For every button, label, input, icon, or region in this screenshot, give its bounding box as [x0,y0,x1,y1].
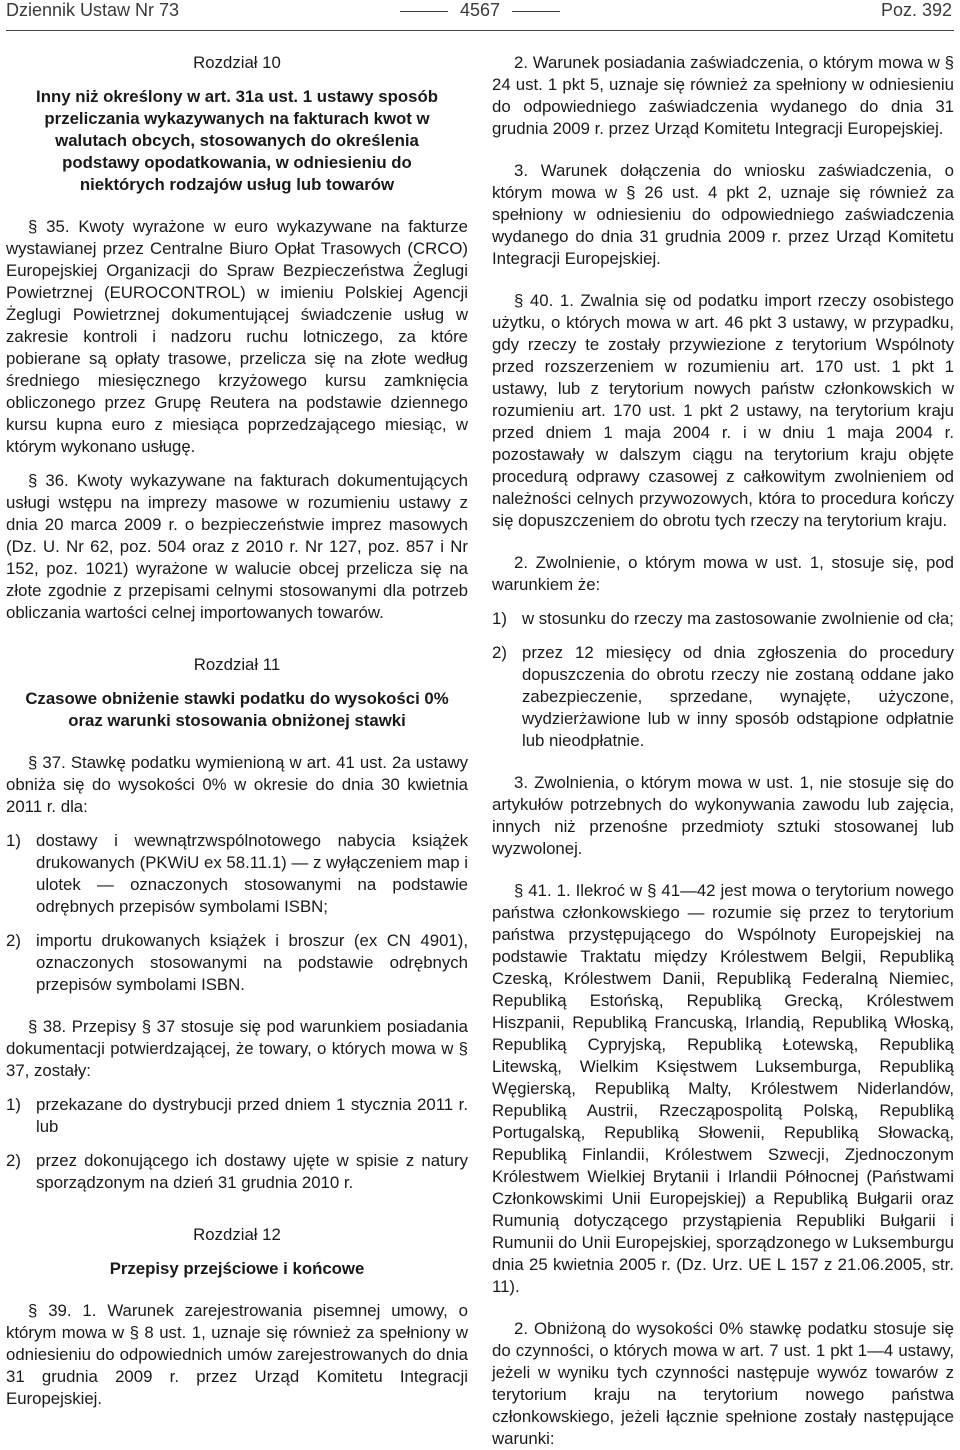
item-number: 1) [6,1095,21,1114]
section-40-2: 2. Zwolnienie, o którym mowa w ust. 1, stosuje się, pod warunkiem że: [492,553,954,594]
item-text: importu drukowanych książek i broszur (ex CN 4901), oznaczonych stosowanymi na podstawie odrębnych przepisów symbolami ISBN. [36,931,468,994]
section-35: § 35. Kwoty wyrażone w euro wykazywane na fakturze wystawianej przez Centralne Biuro Opłat Trasowych (CRCO) Europejskiej Organizacji do Spraw Bezpieczeństwa Żeglugi Powietrznej (EUROCONTROL) w imieniu Polskiej Agencji Żeglugi Powietrznej dokumentującej świadczenie usług w zakresie kontroli i nadzoru ruchu lotniczego, za które pobierane są opłaty trasowe, przelicza się na złote według średniego miesięcznego krzyżowego kursu zamknięcia obliczonego przez Grupę Reutera na podstawie dziennego kursu kupna euro z miesiąca poprzedzającego miesiąc, w którym wykonano usługę. [6,217,468,456]
list-item [6,930,468,996]
page-number-block [0,0,960,21]
section-41-2: 2. Obniżoną do wysokości 0% stawkę podatku stosuje się do czynności, o których mowa w art. 7 ust. 1 pkt 1—4 ustawy, jeżeli w wyniku tych czynności następuje wywóz towarów z terytorium kraju na terytorium nowego państwa członkowskiego, jeżeli łącznie spełnione zostały następujące warunki: [492,1319,954,1448]
section-39-3: 3. Warunek dołączenia do wniosku zaświadczenia, o którym mowa w § 26 ust. 4 pkt 2, uznaje się również za spełniony w odniesieniu do odpowiedniego zaświadczenia wydanego do dnia 31 grudnia 2009 r. przez Urząd Komitetu Integracji Europejskiej. [492,161,954,268]
page-header [0,0,960,22]
list-item [6,1094,468,1138]
item-number: 1) [492,609,507,628]
right-column [492,52,954,1450]
chapter-10-title: Rozdział 10 [193,53,281,72]
section-39-2: 2. Warunek posiadania zaświadczenia, o którym mowa w § 24 ust. 1 pkt 5, uznaje się również za spełniony w odniesieniu do odpowiedniego zaświadczenia wydanego do dnia 31 grudnia 2009 r. przez Urząd Komitetu Integracji Europejskiej. [492,53,954,138]
list-item [492,642,954,752]
section-38: § 38. Przepisy § 37 stosuje się pod warunkiem posiadania dokumentacji potwierdzającej, że towary, o których mowa w § 37, zostały: [6,1017,468,1080]
section-40-3: 3. Zwolnienia, o którym mowa w ust. 1, nie stosuje się do artykułów potrzebnych do wykonywania zawodu lub zajęcia, innych niż przenośne przedmioty sztuki stosowanej lub wyzwolonej. [492,773,954,858]
item-text: dostawy i wewnątrzwspólnotowego nabycia książek drukowanych (PKWiU ex 58.11.1) — z wyłączeniem map i ulotek — oznaczonych stosowanymi na podstawie odrębnych przepisów symbolami ISBN; [36,831,468,916]
dash-left [400,11,448,12]
dash-right [512,11,560,12]
position-number: Poz. 392 [880,0,952,20]
item-text: przekazane do dystrybucji przed dniem 1 stycznia 2011 r. lub [36,1095,468,1136]
header-rule [6,30,954,31]
section-36: § 36. Kwoty wykazywane na fakturach dokumentujących usługi wstępu na imprezy masowe w rozumieniu ustawy z dnia 20 marca 2009 r. o bezpieczeństwie imprez masowych (Dz. U. Nr 62, poz. 504 oraz z 2010 r. Nr 127, poz. 857 i Nr 152, poz. 1021) wyrażone w walucie obcej przelicza się na złote zgodnie z przepisami celnymi stosowanymi dla potrzeb obliczania wartości celnej importowanych towarów. [6,471,468,622]
list-item [6,830,468,918]
item-number: 1) [6,831,21,850]
item-text: w stosunku do rzeczy ma zastosowanie zwolnienie od cła; [522,609,954,628]
section-37: § 37. Stawkę podatku wymienioną w art. 41 ust. 2a ustawy obniża się do wysokości 0% w okresie do dnia 30 kwietnia 2011 r. dla: [6,753,468,816]
journal-name: Dziennik Ustaw Nr 73 [6,0,180,20]
chapter-12-heading: Przepisy przejściowe i końcowe [109,1259,365,1278]
item-text: przez dokonującego ich dostawy ujęte w spisie z natury sporządzonym na dzień 31 grudnia 2010 r. [36,1151,468,1192]
chapter-12-title: Rozdział 12 [193,1225,281,1244]
chapter-11-heading: Czasowe obniżenie stawki podatku do wysokości 0% oraz warunki stosowania obniżonej stawki [25,689,449,730]
list-item [492,608,954,630]
item-number: 2) [6,931,21,950]
section-41-1: § 41. 1. Ilekroć w § 41—42 jest mowa o terytorium nowego państwa członkowskiego — rozumie się przez to terytorium państwa przystępującego do Wspólnoty Europejskiej na podstawie Traktatu między Królestwem Belgii, Republiką Czeską, Królestwem Danii, Republiką Federalną Niemiec, Republiką Estońską, Republiką Grecką, Królestwem Hiszpanii, Republiką Francuską, Irlandią, Republiką Włoską, Republiką Cypryjską, Republiką Łotewską, Republiką Litewską, Wielkim Księstwem Luksemburga, Republiką Węgierską, Republiką Malty, Królestwem Niderlandów, Republiką Austrii, Rzecząpospolitą Polską, Republiką Portugalską, Republiką Słowenii, Republiką Słowacką, Republiką Finlandii, Królestwem Szwecji, Zjednoczonym Królestwem Wielkiej Brytanii i Irlandii Północnej (Państwami Członkowskimi Unii Europejskiej) a Republiką Bułgarii oraz Rumunią dotyczącego przystąpienia Republiki Bułgarii i Rumunii do Unii Europejskiej, sporządzonego w Luksemburgu dnia 25 kwietnia 2005 r. (Dz. Urz. UE L 157 z 21.06.2005, str. 11). [492,881,954,1296]
list-item [6,1150,468,1194]
item-text: przez 12 miesięcy od dnia zgłoszenia do procedury dopuszczenia do obrotu rzeczy nie zostaną oddane jako zabezpieczenie, sprzedane, wynajęte, użyczone, wydzierżawione lub w inny sposób odstąpione odpłatnie lub nieodpłatnie. [522,643,954,750]
chapter-11-title: Rozdział 11 [193,655,281,674]
section-39-1: § 39. 1. Warunek zarejestrowania pisemnej umowy, o którym mowa w § 8 ust. 1, uznaje się również za spełniony w odniesieniu do odpowiednich umów zarejestrowanych do dnia 31 grudnia 2009 r. przez Urząd Komitetu Integracji Europejskiej. [6,1301,468,1408]
page-number: 4567 [459,0,501,20]
item-number: 2) [6,1151,21,1170]
chapter-10-heading: Inny niż określony w art. 31a ust. 1 ustawy sposób przeliczania wykazywanych na fakturach kwot w walutach obcych, stosowanych do określenia podstawy opodatkowania, w odniesieniu do niektórych rodzajów usług lub towarów [36,87,438,194]
left-column [6,52,468,1410]
section-40-1: § 40. 1. Zwalnia się od podatku import rzeczy osobistego użytku, o których mowa w art. 46 pkt 3 ustawy, w przypadku, gdy rzeczy te zostały przywiezione z terytorium Wspólnoty przed rozszerzeniem w rozumieniu art. 170 ust. 1 pkt 1 ustawy, lub z terytorium nowych państw członkowskich w rozumieniu art. 170 ust. 1 pkt 2 ustawy, na terytorium kraju przed dniem 1 maja 2004 r. i w dniu 1 maja 2004 r. pozostawały w dalszym ciągu na terytorium kraju objęte procedurą odprawy czasowej z całkowitym zwolnieniem od należności celnych przywozowych, która to procedura kończy się dopuszczeniem do obrotu tych rzeczy na terytorium kraju. [492,291,954,530]
item-number: 2) [492,643,507,662]
